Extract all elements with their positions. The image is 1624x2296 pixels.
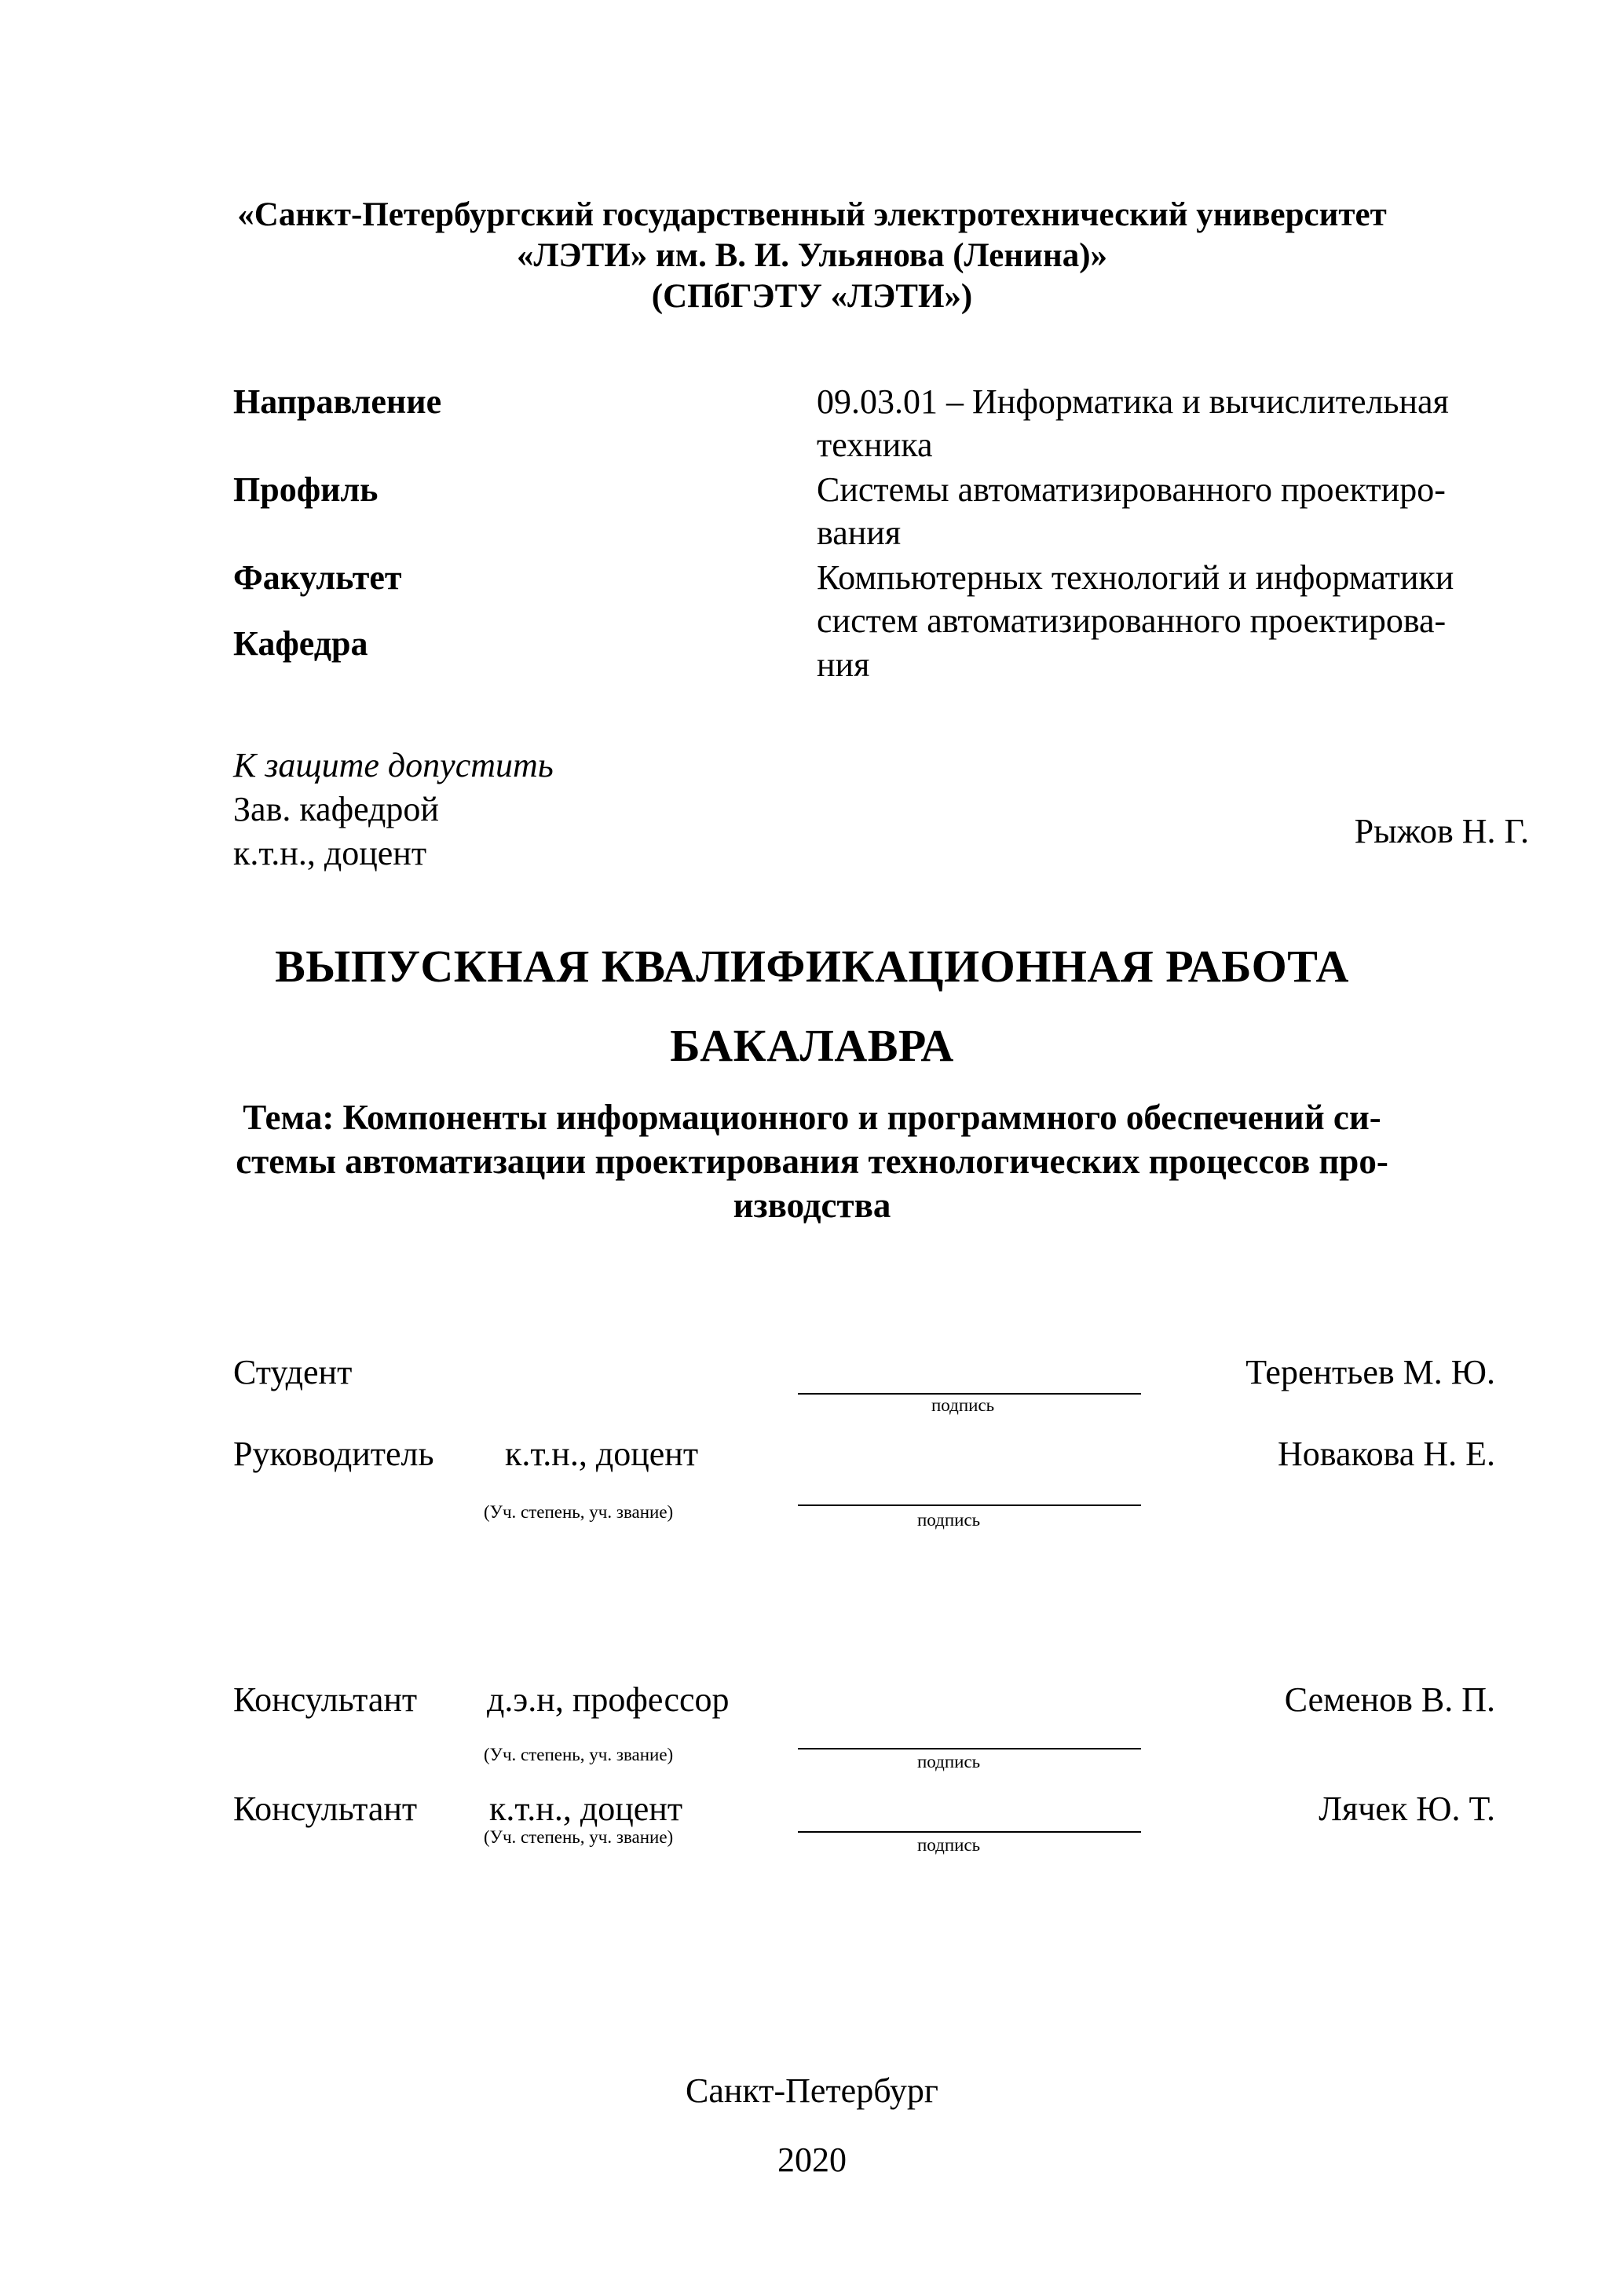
topic-line3: изводства — [733, 1186, 891, 1225]
department-value-line2: ния — [817, 645, 870, 684]
faculty-value: Компьютерных технологий и информатики — [817, 558, 1454, 597]
profile-value-line1: Системы автоматизированного проектиро- — [817, 470, 1446, 509]
student-label: Студент — [233, 1353, 353, 1391]
profile-label: Профиль — [233, 470, 379, 509]
admission-degree: к.т.н., доцент — [233, 834, 427, 872]
supervisor-signature-caption: подпись — [917, 1510, 981, 1530]
consultant2-signature-line — [798, 1831, 1141, 1833]
admission-head: Зав. кафедрой — [233, 790, 439, 828]
direction-value-line2: техника — [817, 426, 933, 464]
faculty-label: Факультет — [233, 558, 402, 597]
work-title-line1: ВЫПУСКНАЯ КВАЛИФИКАЦИОННАЯ РАБОТА — [275, 941, 1349, 992]
admission-title: К защите допустить — [233, 746, 554, 784]
supervisor-degree: к.т.н., доцент — [505, 1435, 699, 1473]
topic-line1: Тема: Компоненты информационного и программного обеспечений си- — [243, 1098, 1381, 1137]
direction-label: Направление — [233, 382, 442, 421]
consultant2-degree-hint: (Уч. степень, уч. звание) — [484, 1827, 674, 1847]
consultant2-signature-caption: подпись — [917, 1835, 981, 1855]
consultant1-label: Консультант — [233, 1680, 418, 1719]
direction-value-line1: 09.03.01 – Информатика и вычислительная — [817, 382, 1449, 421]
university-name-line2: «ЛЭТИ» им. В. И. Ульянова (Ленина)» — [516, 237, 1108, 274]
supervisor-label: Руководитель — [233, 1435, 434, 1473]
consultant2-label: Консультант — [233, 1790, 418, 1828]
consultant1-signature-line — [798, 1748, 1141, 1749]
city: Санкт-Петербург — [686, 2071, 938, 2110]
student-signature-caption: подпись — [931, 1395, 995, 1415]
consultant1-signature-caption: подпись — [917, 1752, 981, 1771]
year: 2020 — [777, 2141, 847, 2179]
work-title-line2: БАКАЛАВРА — [670, 1020, 954, 1071]
university-name-line1: «Санкт-Петербургский государственный электротехнический университет — [237, 196, 1387, 233]
supervisor-degree-hint: (Уч. степень, уч. звание) — [484, 1502, 674, 1522]
topic-line2: стемы автоматизации проектирования технологических процессов про- — [236, 1142, 1388, 1181]
consultant2-name: Лячек Ю. Т. — [1319, 1790, 1495, 1828]
department-value-line1: систем автоматизированного проектирова- — [817, 601, 1447, 640]
consultant1-name: Семенов В. П. — [1284, 1680, 1495, 1719]
supervisor-signature-line — [798, 1504, 1141, 1506]
consultant1-degree: д.э.н, профессор — [487, 1680, 730, 1719]
supervisor-name: Новакова Н. Е. — [1277, 1435, 1495, 1473]
profile-value-line2: вания — [817, 514, 902, 552]
head-of-department-name: Рыжов Н. Г. — [1354, 812, 1529, 850]
consultant1-degree-hint: (Уч. степень, уч. звание) — [484, 1745, 674, 1764]
university-abbreviation: (СПбГЭТУ «ЛЭТИ») — [651, 278, 973, 315]
department-label: Кафедра — [233, 624, 368, 663]
consultant2-degree: к.т.н., доцент — [489, 1790, 683, 1828]
student-name: Терентьев М. Ю. — [1245, 1353, 1495, 1391]
